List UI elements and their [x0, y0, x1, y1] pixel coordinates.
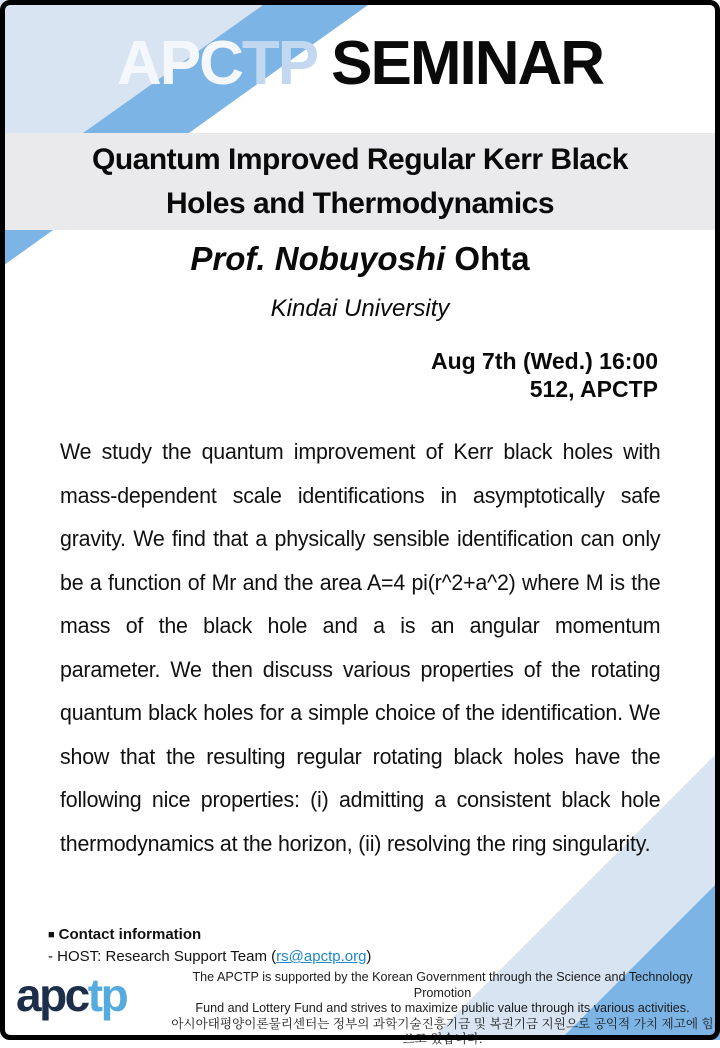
- contact-host-line: [48, 946, 371, 968]
- event-location: 512, APCTP: [529, 376, 658, 402]
- speaker-name: [0, 240, 720, 278]
- contact-host-prefix: - HOST: Research Support Team (: [48, 948, 277, 965]
- talk-title-line1: Quantum Improved Regular Kerr Black: [92, 142, 628, 176]
- footer-line2: Fund and Lottery Fund and strives to maximize public value through its various activities.: [195, 1001, 690, 1015]
- event-details: [431, 347, 658, 403]
- speaker-affiliation: Kindai University: [270, 295, 450, 322]
- apctp-brand-right: TP: [241, 29, 318, 98]
- apctp-logo-dark-part: apc: [16, 969, 88, 1021]
- apctp-logo-blue-part: tp: [87, 969, 127, 1021]
- seminar-word: SEMINAR: [331, 29, 604, 98]
- contact-section: [48, 924, 371, 968]
- abstract-text: We study the quantum improvement of Kerr black holes with mass-dependent scale identifications in asymptotically safe gravity. We find that a physically sensible identification can only be a function of Mr and the area A=4 pi(r^2+a^2) where M is the mass of the black hole and a is an angular momentum parameter. We then discuss various properties of the rotating quantum black holes for a simple choice of the identification. We show that the resulting regular rotating black holes have the following nice properties: (i) admitting a consistent black hole thermodynamics at the horizon, (ii) resolving the ring singularity.: [60, 439, 661, 856]
- event-datetime: Aug 7th (Wed.) 16:00: [430, 348, 658, 374]
- apctp-brand-left: APC: [116, 29, 242, 98]
- speaker-name-italic: Prof. Nobuyoshi: [190, 240, 446, 277]
- speaker-name-regular: Ohta: [454, 240, 530, 277]
- talk-title-line2: Holes and Thermodynamics: [165, 186, 555, 220]
- footer-line1: The APCTP is supported by the Korean Government through the Science and Technology Promotion: [192, 970, 693, 1000]
- talk-title: [30, 133, 690, 230]
- footer-line3-korean: 아시아태평양이론물리센터는 정부의 과학기술진흥기금 및 복권기금 지원으로 공익적 가치 제고에 힘쓰고 있습니다.: [171, 1016, 714, 1046]
- contact-heading: [48, 924, 371, 946]
- contact-host-suffix: ): [366, 948, 372, 965]
- footer-acknowledgement: [170, 970, 715, 1048]
- contact-email-link[interactable]: rs@apctp.org: [276, 948, 367, 965]
- contact-heading-label: Contact information: [58, 926, 202, 943]
- square-bullet-icon: ■: [48, 929, 55, 941]
- poster-header: [0, 30, 720, 98]
- apctp-logo: [16, 969, 127, 1021]
